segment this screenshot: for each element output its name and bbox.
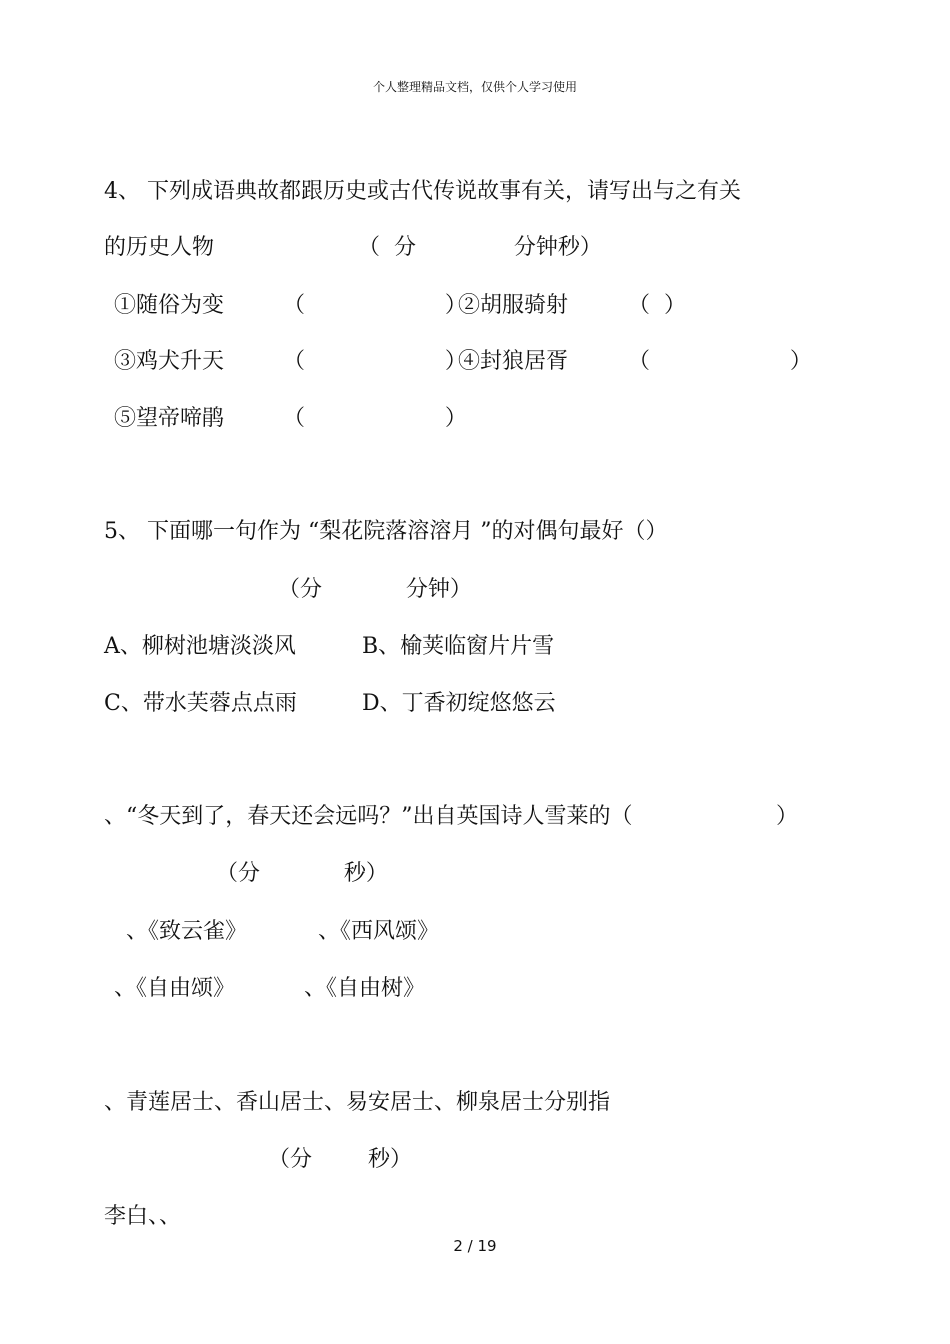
q7-stem: 、青莲居士、香山居士、易安居士、柳泉居士分别指 bbox=[104, 1090, 611, 1115]
q4-item-2: ②胡服骑射 bbox=[458, 293, 569, 318]
q6-time: （分 秒） bbox=[216, 861, 388, 886]
q7-answer: 李白、、 bbox=[104, 1204, 182, 1229]
q4-time: （ 分 分钟秒） bbox=[358, 235, 602, 260]
q4-item-5: ⑤望帝啼鹃 bbox=[114, 406, 225, 431]
q5-option-c: C、带水芙蓉点点雨 bbox=[104, 691, 297, 716]
q4-item-4: ④封狼居胥 bbox=[458, 349, 569, 374]
q4-blank-4: （ ） bbox=[628, 349, 812, 374]
page-header: 个人整理精品文档，仅供个人学习使用 bbox=[372, 80, 577, 94]
q4-stem-line2: 的历史人物 bbox=[104, 235, 215, 260]
page-number: 2 / 19 bbox=[453, 1237, 497, 1255]
q6-option-a: 、《致云雀》 bbox=[126, 919, 248, 944]
q7-time: （分 秒） bbox=[268, 1147, 412, 1172]
q6-stem-close: ） bbox=[776, 804, 799, 829]
q5-option-d: D、丁香初绽悠悠云 bbox=[362, 691, 556, 716]
q4-item-3: ③鸡犬升天 bbox=[114, 349, 225, 374]
q4-blank-3: （ ） bbox=[283, 349, 467, 374]
q4-blank-1: （ ） bbox=[283, 293, 467, 318]
q6-option-c: 、《自由颂》 bbox=[114, 976, 236, 1001]
q5-option-b: B、榆荚临窗片片雪 bbox=[362, 634, 555, 659]
q4-item-1: ①随俗为变 bbox=[114, 293, 225, 318]
q4-blank-2: （ ） bbox=[628, 293, 686, 318]
q4-blank-5: （ ） bbox=[283, 406, 467, 431]
q5-option-a: A、柳树池塘淡淡风 bbox=[104, 634, 296, 659]
q5-time: （分 分钟） bbox=[278, 577, 472, 602]
q6-option-d: 、《自由树》 bbox=[304, 976, 426, 1001]
q6-stem: 、“冬天到了，春天还会远吗？”出自英国诗人雪莱的（ bbox=[104, 804, 633, 829]
q6-option-b: 、《西风颂》 bbox=[318, 919, 440, 944]
q5-stem: 5、 下面哪一句作为 “梨花院落溶溶月 ”的对偶句最好（） bbox=[104, 519, 668, 544]
q4-stem-line1: 4、 下列成语典故都跟历史或古代传说故事有关，请写出与之有关 bbox=[104, 179, 741, 204]
